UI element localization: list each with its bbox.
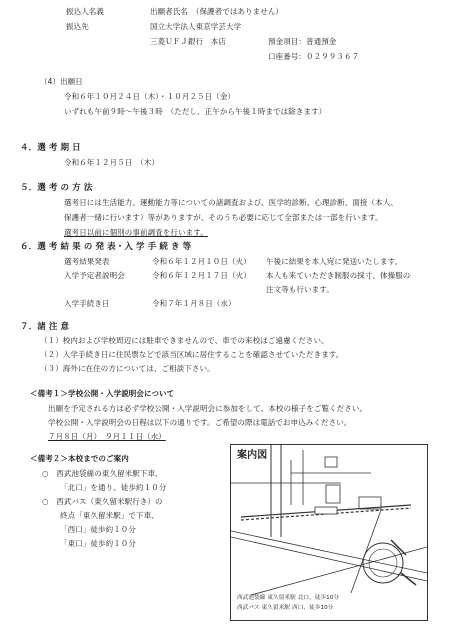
briefing-label: 入学予定者説明会: [64, 271, 125, 280]
section5-line3: 選考日以前に個別の事前調査を行います。: [64, 228, 208, 237]
payment-account-number: 口座番号：０２９９３６７: [268, 52, 360, 61]
route2-line1: ○ 西武バス（東久留米駅行き）の: [42, 497, 163, 506]
briefing-desc1: 本人も来ていただき制服の採寸、体操服の: [266, 271, 411, 280]
briefing-desc2: 注文等も行います。: [266, 285, 334, 294]
application-dates: 令和６年１０月２４日（木）・１０月２５日（金）: [64, 92, 236, 101]
notice-3: （３）海外に在住の方については、ご相談下さい。: [40, 364, 215, 373]
map-title: 案内図: [237, 450, 268, 461]
section4-heading: ４．選 考 期 日: [20, 143, 81, 153]
map-drawing: [231, 445, 427, 620]
application-item-label: （4）出願日: [40, 77, 83, 86]
payment-name-label: 振込人名義: [66, 7, 104, 16]
section5-line2: 保護者一緒に行います）等がありますが、そのうち必要に応じて全部または一部を行います。: [64, 213, 383, 222]
route2-line2: 終点「東久留米駅」で下車、: [60, 511, 159, 520]
result-desc: 午後に結果を本人宛に発送いたします。: [266, 257, 403, 266]
route1-line2: 「北口」を通り、徒歩約１０分: [60, 483, 167, 492]
payment-dest-label: 振込先: [66, 22, 89, 31]
application-hours: いずれも午前９時～午後３時 （ただし、正午から午後１時までは除きます）: [64, 107, 327, 116]
note1-line2: 学校公開・入学説明会の日程は以下の通りです。ご希望の際は電話でお申込みください。: [48, 418, 352, 427]
payment-account-type: 預金項目：普通預金: [268, 37, 337, 46]
section5-heading: ５．選 考 の 方 法: [20, 183, 93, 193]
payment-dest-university: 国立大学法人東京学芸大学: [150, 22, 242, 31]
briefing-date: 令和６年１２月１７日（火）: [152, 271, 251, 280]
section7-heading: ７．諸 注 意: [20, 322, 70, 332]
note1-dates: ７月８日（月） ９月１１日（水）: [48, 432, 166, 441]
notice-1: （１）校内および学校周辺には駐車できませんので、車での来校はご遠慮ください。: [40, 336, 329, 345]
note1-line1: 出願を予定される方は必ず学校公開・入学説明会に参加をして、本校の様子をご覧ください。: [48, 404, 368, 413]
notice-2: （２）入学手続き日に住民票などで該当区域に居住することを確認させていただきます。: [40, 350, 344, 359]
result-label: 選考結果発表: [64, 257, 110, 266]
payment-name-value: 出願者氏名 （保護者ではありません）: [150, 7, 284, 16]
result-date: 令和６年１２月１０日（火）: [152, 257, 251, 266]
procedure-date: 令和７年１月８日（水）: [152, 299, 236, 308]
route2-line4: 「東口」徒歩約１０分: [60, 539, 136, 548]
procedure-label: 入学手続き日: [64, 299, 110, 308]
section6-heading: ６．選 考 結 果 の 発 表・入 学 手 続 き 等: [20, 242, 192, 252]
route2-line3: 「西口」徒歩約１０分: [60, 525, 136, 534]
section5-line1: 選考日には生活能力、運動能力等についての諸調査および、医学的診断、心理診断、面接（本人、: [64, 198, 398, 207]
payment-bank: 三菱ＵＦＪ銀行 本店: [150, 37, 226, 46]
route1-line1: ○ 西武池袋線の東久留米駅下車、: [42, 469, 163, 478]
section4-date: 令和６年１２月５日 （木）: [64, 158, 160, 167]
note2-heading: ＜備考２＞本校までのご案内: [30, 454, 129, 463]
guide-map: [230, 444, 428, 621]
note1-heading: ＜備考１＞学校公開・入学説明会について: [30, 389, 175, 398]
map-caption-2: 西武バス 東久留米駅 西口、徒歩10分: [237, 605, 334, 611]
map-caption-1: 西武池袋線 東久留米駅 北口、徒歩10分: [237, 595, 340, 601]
